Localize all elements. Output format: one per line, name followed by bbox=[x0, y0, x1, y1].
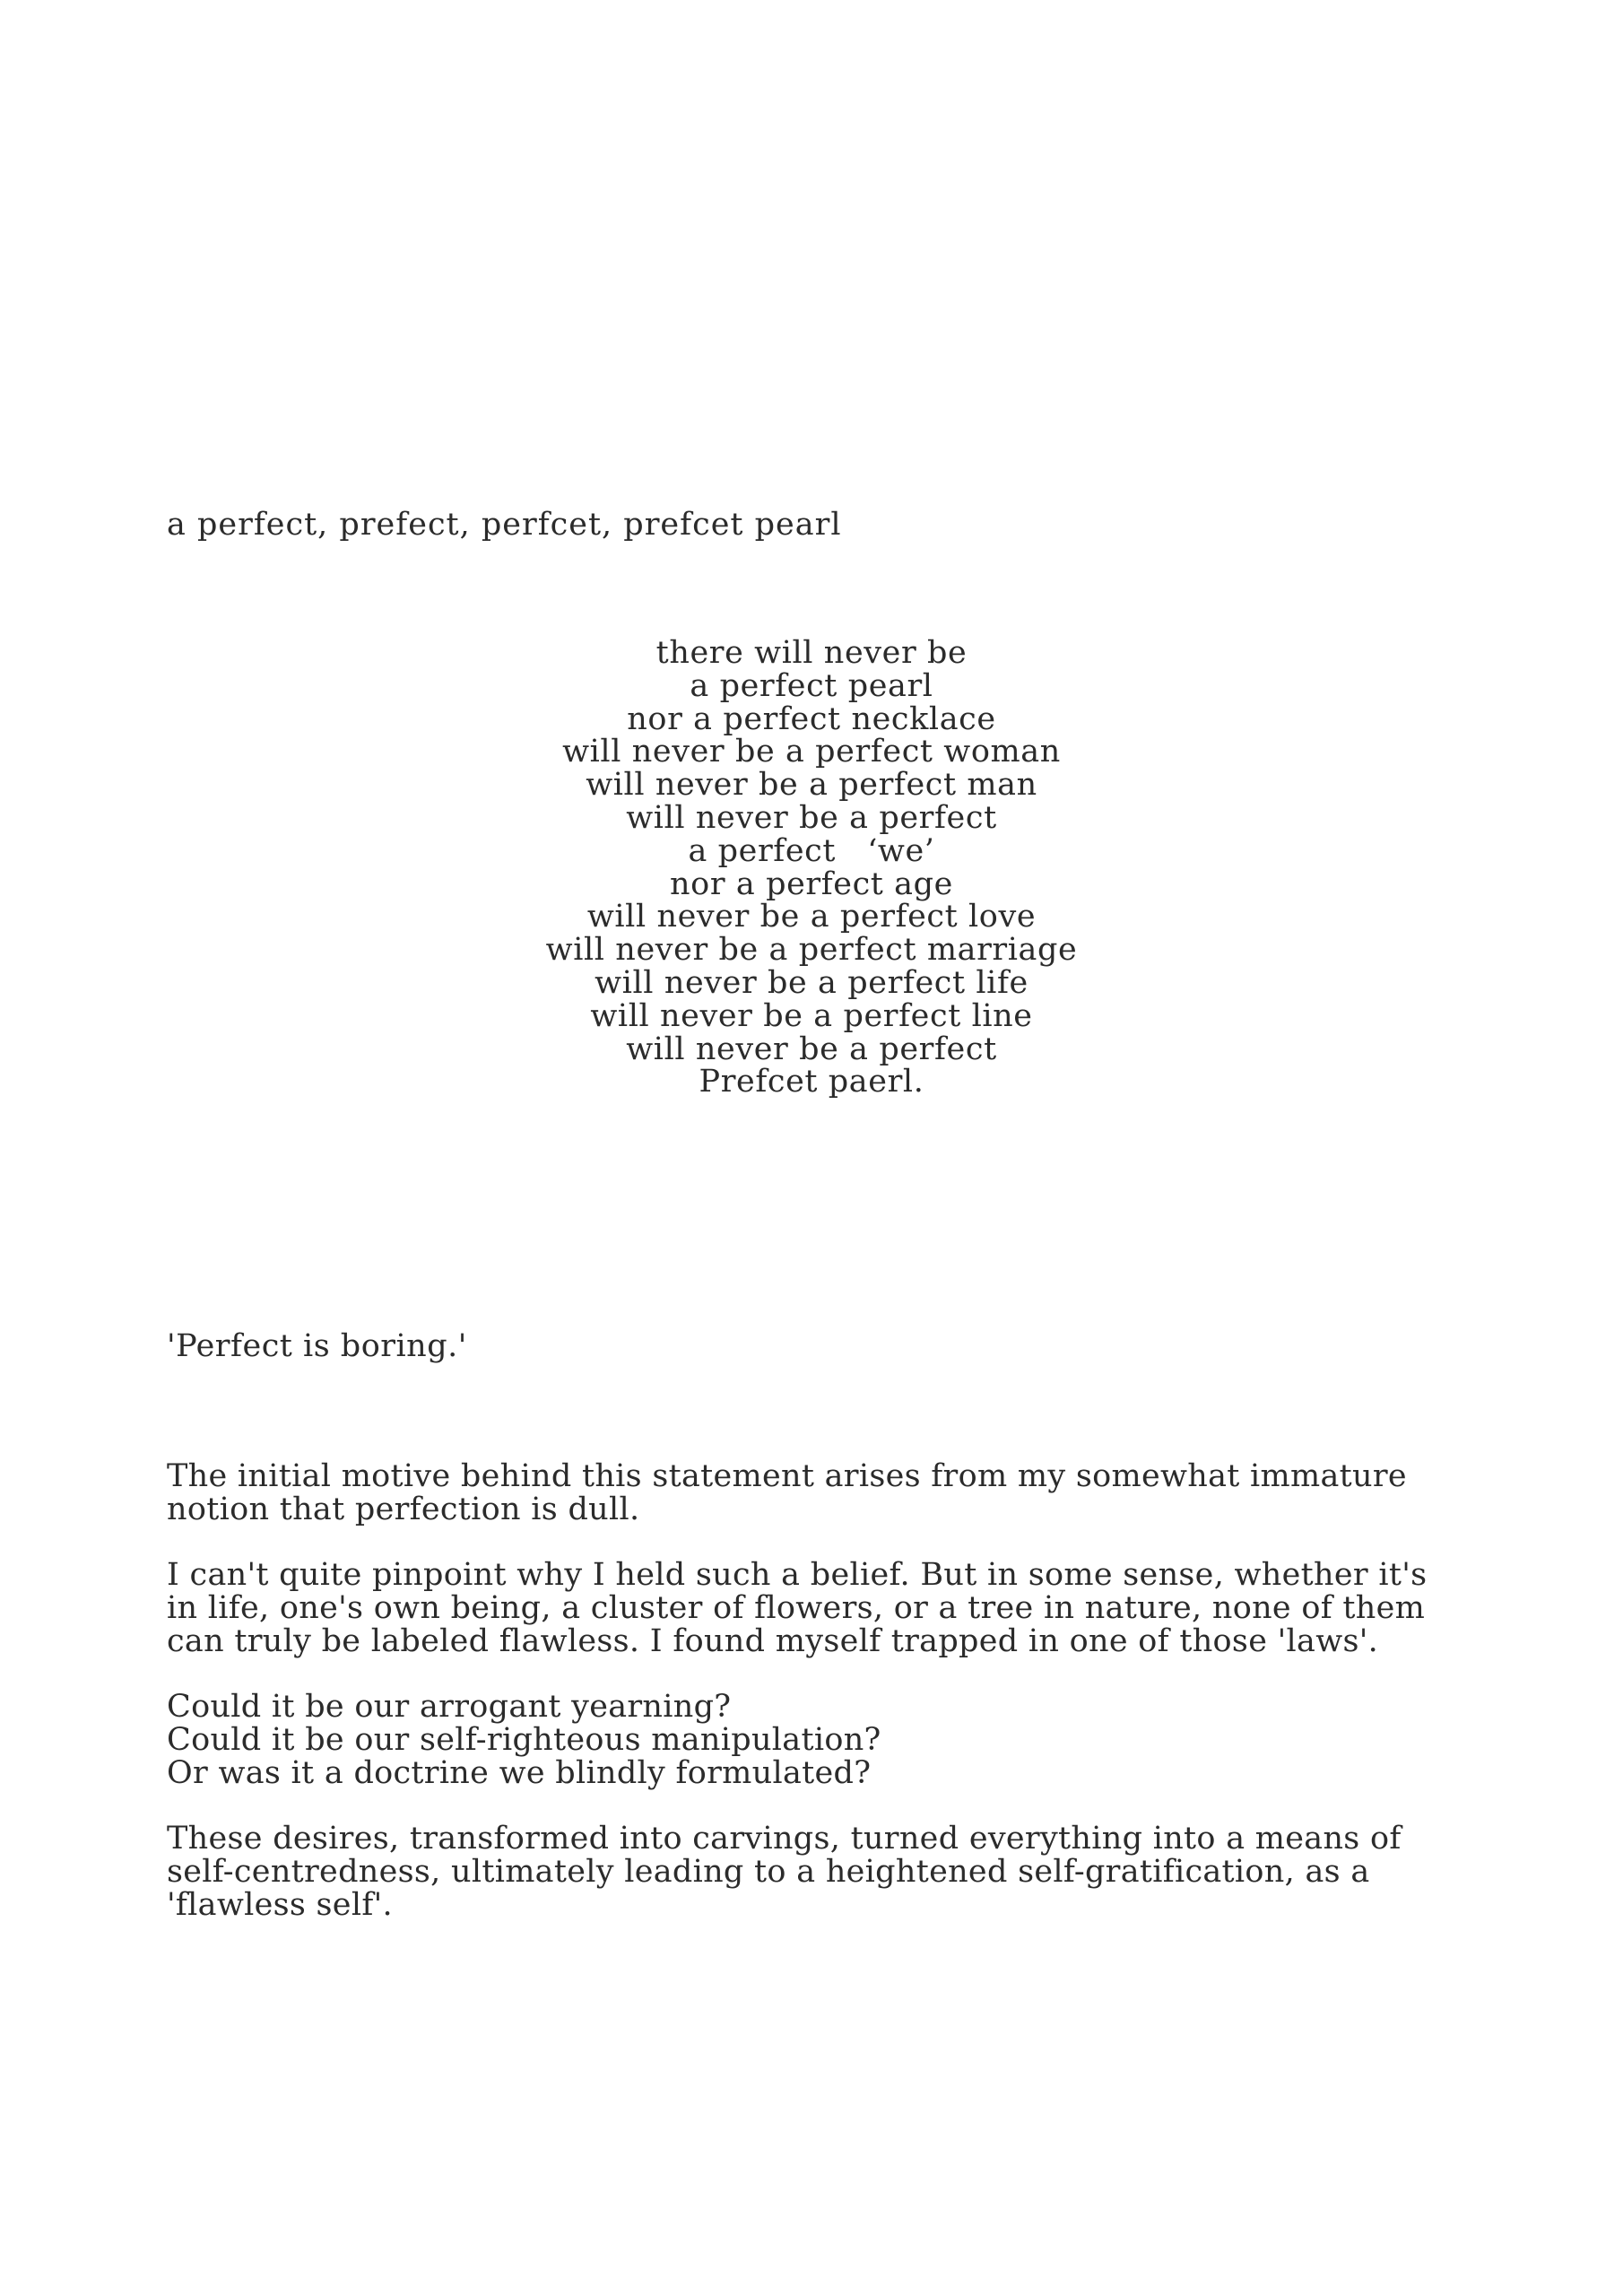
poem-line: will never be a perfect man bbox=[586, 767, 1037, 804]
essay bbox=[167, 1460, 1485, 1954]
poem-line: a perfect ‘we’ bbox=[688, 832, 935, 869]
essay-line: notion that perfection is dull. bbox=[167, 1492, 640, 1527]
essay-paragraph bbox=[167, 1559, 1485, 1658]
essay-line: Could it be our arrogant yearning? bbox=[167, 1689, 732, 1725]
poem-line: there will never be bbox=[655, 635, 968, 671]
poem-line: will never be a perfect bbox=[626, 799, 997, 836]
poem-line: will never be a perfect life bbox=[595, 964, 1028, 1001]
essay-line: Or was it a doctrine we blindly formulated? bbox=[167, 1755, 872, 1791]
poem-line: a perfect pearl bbox=[690, 667, 933, 704]
essay-paragraph bbox=[167, 1460, 1485, 1526]
essay-line: These desires, transformed into carvings, turned everything into a means of bbox=[167, 1821, 1402, 1857]
poem-line: will never be a perfect love bbox=[586, 899, 1037, 935]
essay-line: can truly be labeled flawless. I found myself trapped in one of those 'laws'. bbox=[167, 1623, 1379, 1659]
essay-line: I can't quite pinpoint why I held such a belief. But in some sense, whether it's bbox=[167, 1557, 1428, 1593]
poem-line: will never be a perfect woman bbox=[562, 734, 1061, 770]
essay-paragraph bbox=[167, 1691, 1485, 1790]
essay-line: The initial motive behind this statement arises from my somewhat immature bbox=[167, 1458, 1407, 1494]
essay-paragraph bbox=[167, 1822, 1485, 1922]
poem-line: will never be a perfect marriage bbox=[545, 932, 1078, 969]
poem-line: nor a perfect age bbox=[670, 865, 953, 902]
essay-line: Could it be our self-righteous manipulation? bbox=[167, 1722, 881, 1758]
quote: 'Perfect is boring.' bbox=[167, 1328, 467, 1364]
essay-line: 'flawless self'. bbox=[167, 1887, 393, 1923]
essay-line: self-centredness, ultimately leading to a heightened self-gratification, as a bbox=[167, 1854, 1370, 1890]
poem bbox=[363, 637, 1260, 1099]
poem-line: will never be a perfect bbox=[626, 1031, 997, 1067]
poem-line: Prefcet paerl. bbox=[699, 1064, 924, 1100]
poem-line: nor a perfect necklace bbox=[627, 700, 996, 737]
essay-line: in life, one's own being, a cluster of flowers, or a tree in nature, none of them bbox=[167, 1590, 1426, 1626]
page-title: a perfect, prefect, perfcet, prefcet pearl bbox=[167, 507, 842, 543]
poem-line: will never be a perfect line bbox=[590, 997, 1033, 1034]
